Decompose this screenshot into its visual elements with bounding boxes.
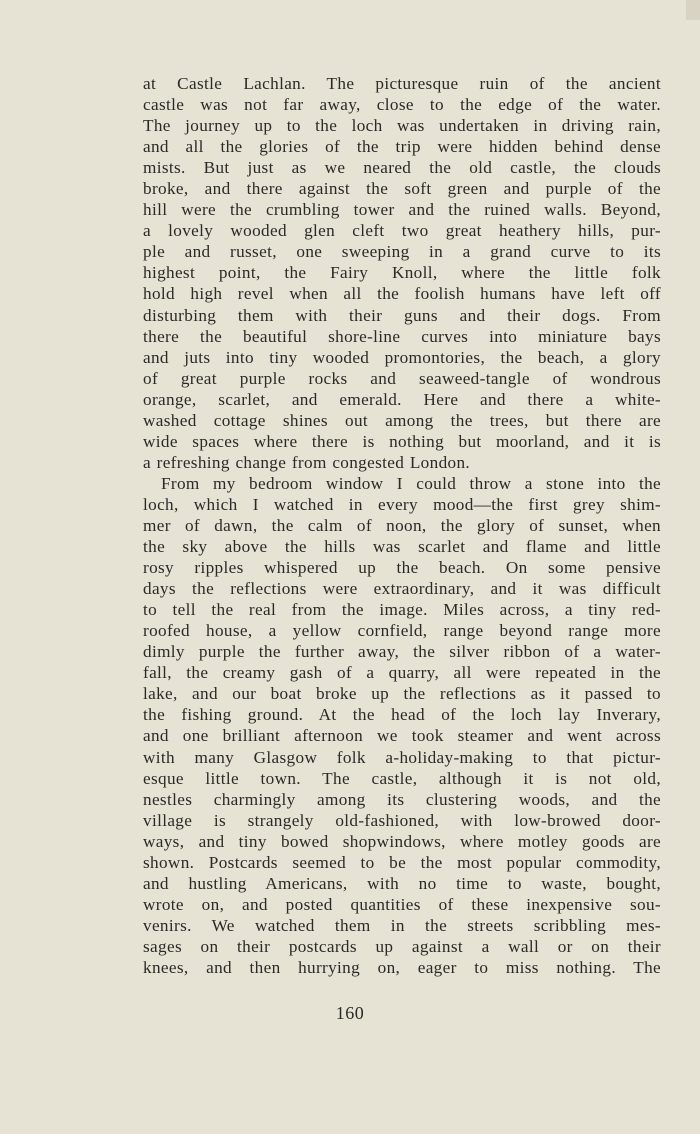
text-line: nestles charmingly among its clustering woods, and the [143, 789, 661, 809]
text-line: a refreshing change from congested London. [143, 452, 471, 472]
text-line: fall, the creamy gash of a quarry, all were repeated in the [143, 663, 661, 683]
text-line: and hustling Americans, with no time to waste, bought, [143, 873, 661, 893]
text-line: venirs. We watched them in the streets scribbling mes- [143, 915, 661, 935]
body-text [143, 73, 661, 978]
paragraph-1 [143, 73, 661, 473]
text-line: disturbing them with their guns and their dogs. From [143, 305, 661, 325]
text-line: ple and russet, one sweeping in a grand curve to its [143, 242, 661, 262]
text-line: at Castle Lachlan. The picturesque ruin of the ancient [143, 74, 661, 93]
text-line: rosy ripples whispered up the beach. On some pensive [143, 558, 661, 578]
text-line: wrote on, and posted quantities of these inexpensive sou- [143, 894, 661, 914]
text-line: a lovely wooded glen cleft two great heathery hills, pur- [143, 221, 661, 241]
paragraph-2 [143, 473, 661, 978]
text-line: and juts into tiny wooded promontories, the beach, a glory [143, 347, 661, 367]
text-line: and all the glories of the trip were hidden behind dense [143, 137, 661, 157]
text-line: loch, which I watched in every mood—the first grey shim- [143, 494, 661, 514]
text-line: and one brilliant afternoon we took steamer and went across [143, 726, 661, 746]
text-line: castle was not far away, close to the edge of the water. [143, 95, 661, 115]
text-line: knees, and then hurrying on, eager to miss nothing. The [143, 957, 661, 977]
text-line: lake, and our boat broke up the reflections as it passed to [143, 684, 661, 704]
text-line: From my bedroom window I could throw a stone into the [161, 473, 661, 493]
text-line: with many Glasgow folk a-holiday-making to that pictur- [143, 747, 661, 767]
text-line: esque little town. The castle, although it is not old, [143, 768, 661, 788]
text-line: mer of dawn, the calm of noon, the glory of sunset, when [143, 515, 661, 535]
text-line: wide spaces where there is nothing but moorland, and it is [143, 431, 661, 451]
text-line: days the reflections were extraordinary, and it was difficult [143, 579, 661, 599]
text-line: the sky above the hills was scarlet and flame and little [143, 537, 661, 557]
text-line: mists. But just as we neared the old castle, the clouds [143, 158, 661, 178]
text-line: ways, and tiny bowed shopwindows, where motley goods are [143, 831, 661, 851]
text-line: hold high revel when all the foolish humans have left off [143, 284, 661, 304]
page-edge-shadow [686, 0, 700, 20]
text-line: hill were the crumbling tower and the ruined walls. Beyond, [143, 200, 661, 220]
text-line: sages on their postcards up against a wall or on their [143, 936, 661, 956]
text-line: village is strangely old-fashioned, with low-browed door- [143, 810, 661, 830]
text-line: shown. Postcards seemed to be the most popular commodity, [143, 852, 661, 872]
text-line: the fishing ground. At the head of the loch lay Inverary, [143, 705, 661, 725]
text-line: The journey up to the loch was undertaken in driving rain, [143, 116, 661, 136]
text-line: broke, and there against the soft green and purple of the [143, 179, 661, 199]
text-line: washed cottage shines out among the trees, but there are [143, 410, 661, 430]
text-line: to tell the real from the image. Miles across, a tiny red- [143, 600, 661, 620]
text-line: there the beautiful shore-line curves into miniature bays [143, 326, 661, 346]
text-line: roofed house, a yellow cornfield, range beyond range more [143, 621, 661, 641]
text-line: highest point, the Fairy Knoll, where the little folk [143, 263, 661, 283]
page-number: 160 [335, 1003, 365, 1023]
text-line: of great purple rocks and seaweed-tangle of wondrous [143, 368, 661, 388]
text-line: orange, scarlet, and emerald. Here and there a white- [143, 389, 661, 409]
text-line: dimly purple the further away, the silver ribbon of a water- [143, 642, 661, 662]
